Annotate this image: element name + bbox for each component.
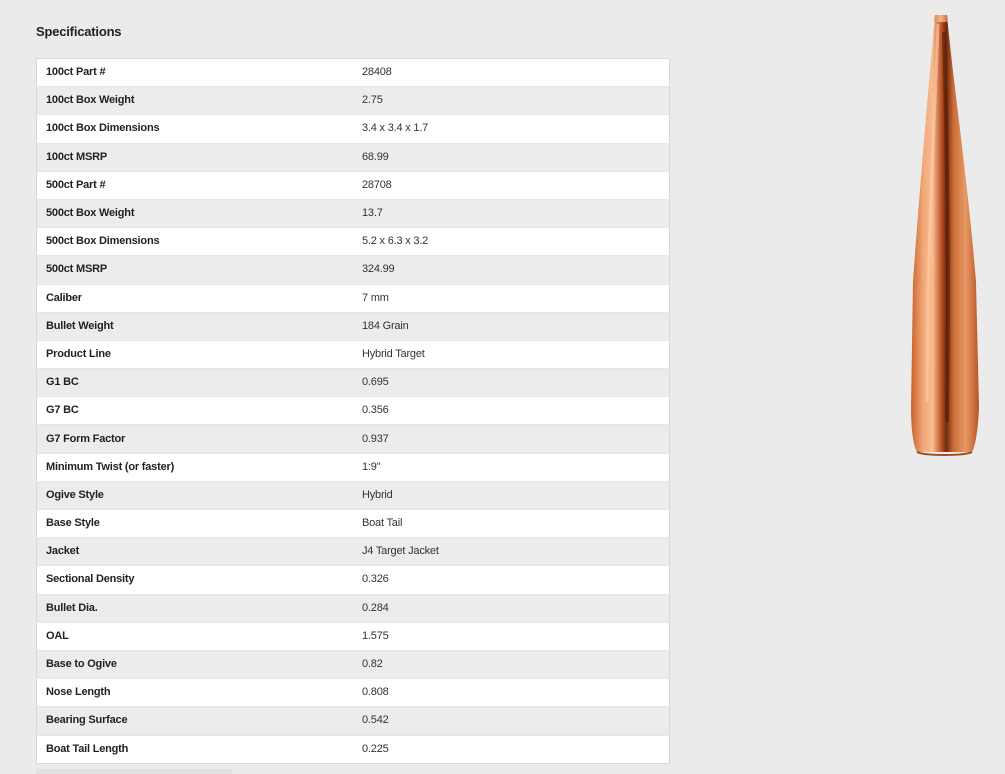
table-row [37,171,670,199]
table-row [37,425,670,453]
table-row [37,735,670,763]
table-row [37,143,670,171]
bottom-divider [36,769,232,774]
spec-value: 184 Grain [353,312,670,340]
table-row [37,115,670,143]
spec-value: 0.82 [353,650,670,678]
spec-value: Boat Tail [353,510,670,538]
spec-label: 500ct MSRP [37,256,354,284]
table-row [37,87,670,115]
spec-value: 0.808 [353,679,670,707]
specifications-table [36,58,670,764]
table-row [37,340,670,368]
spec-value: 5.2 x 6.3 x 3.2 [353,228,670,256]
table-row [37,199,670,227]
spec-label: 100ct Part # [37,59,354,87]
table-row [37,59,670,87]
spec-value: 28408 [353,59,670,87]
table-row [37,312,670,340]
table-row [37,650,670,678]
spec-label: Jacket [37,538,354,566]
spec-label: Sectional Density [37,566,354,594]
spec-label: Caliber [37,284,354,312]
spec-value: 3.4 x 3.4 x 1.7 [353,115,670,143]
spec-label: 100ct Box Dimensions [37,115,354,143]
table-row [37,284,670,312]
table-row [37,566,670,594]
spec-label: Bullet Weight [37,312,354,340]
table-row [37,397,670,425]
spec-label: G1 BC [37,369,354,397]
spec-value: 0.284 [353,594,670,622]
table-row [37,369,670,397]
table-row [37,510,670,538]
table-row [37,256,670,284]
spec-label: 500ct Box Weight [37,199,354,227]
spec-label: Nose Length [37,679,354,707]
spec-label: 500ct Box Dimensions [37,228,354,256]
bullet-base [917,452,972,455]
spec-value: 7 mm [353,284,670,312]
spec-value: 0.695 [353,369,670,397]
table-row [37,481,670,509]
section-title: Specifications [36,24,122,39]
spec-value: 0.542 [353,707,670,735]
spec-label: Boat Tail Length [46,742,129,755]
spec-label: G7 BC [37,397,354,425]
spec-label: Bearing Surface [37,707,354,735]
bullet-image [900,12,990,457]
spec-value: 68.99 [353,143,670,171]
spec-label: G7 Form Factor [37,425,354,453]
spec-label: 500ct Part # [37,171,354,199]
spec-value: Hybrid [353,481,670,509]
spec-value: 0.937 [353,425,670,453]
spec-value: J4 Target Jacket [353,538,670,566]
spec-value: 28708 [353,171,670,199]
table-row [37,622,670,650]
spec-value: 2.75 [353,87,670,115]
spec-value: 0.326 [353,566,670,594]
table-row [37,228,670,256]
spec-label: Bullet Dia. [37,594,354,622]
spec-label: Minimum Twist (or faster) [37,453,354,481]
spec-label: 100ct Box Weight [37,87,354,115]
bullet-tip [934,15,948,22]
table-row [37,707,670,735]
spec-value: 0.225 [362,742,389,755]
spec-value: 13.7 [353,199,670,227]
spec-label: Base to Ogive [37,650,354,678]
spec-value: 1.575 [353,622,670,650]
table-row [37,538,670,566]
spec-value: 1:9" [353,453,670,481]
table-row [37,679,670,707]
spec-label: 100ct MSRP [37,143,354,171]
spec-label: Base Style [37,510,354,538]
spec-value: Hybrid Target [353,340,670,368]
table-row [37,453,670,481]
spec-label: Product Line [37,340,354,368]
spec-label: OAL [37,622,354,650]
spec-label: Ogive Style [37,481,354,509]
spec-value: 324.99 [353,256,670,284]
spec-value: 0.356 [353,397,670,425]
table-row [37,594,670,622]
